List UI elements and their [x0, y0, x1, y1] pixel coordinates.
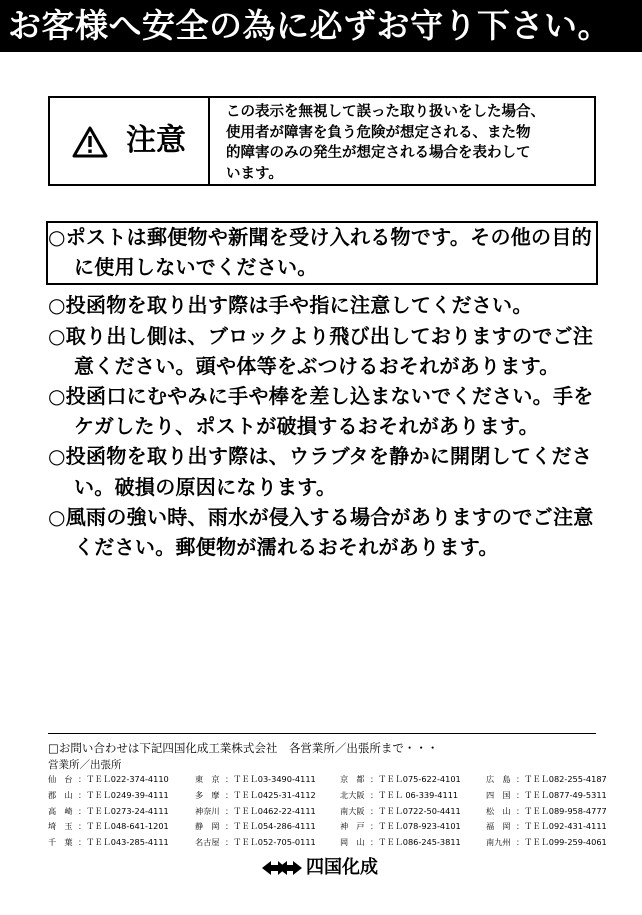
office-name: 多 摩 [195, 789, 220, 800]
office-entry [195, 788, 316, 804]
office-column [340, 772, 461, 851]
contact-intro: □お問い合わせは下記四国化成工業株式会社 各営業所／出張所まで・・・ [48, 741, 439, 755]
office-tel: ：ＴＥＬ054-286-4111 [225, 821, 316, 832]
office-entry [340, 772, 461, 788]
office-entry [340, 835, 461, 851]
office-entry [195, 819, 316, 835]
caution-label: 注意 [126, 123, 186, 158]
caution-label-cell [50, 98, 210, 184]
office-tel: ：ＴＥＬ052-705-0111 [225, 837, 316, 848]
office-name: 神 戸 [340, 821, 365, 832]
office-name: 南大阪 [340, 805, 365, 816]
office-name: 京 都 [340, 774, 365, 784]
office-tel: ：ＴＥＬ 06-339-4111 [370, 789, 459, 800]
office-name: 神奈川 [195, 805, 220, 816]
office-tel: ：ＴＥＬ082-255-4187 [516, 774, 607, 784]
office-name: 福 岡 [486, 821, 511, 832]
office-tel: ：ＴＥＬ099-259-4061 [516, 837, 607, 848]
logo-text: 四国化成 [306, 857, 378, 878]
office-entry [48, 788, 169, 804]
office-name: 四 国 [486, 789, 511, 800]
office-name: 千 葉 [48, 837, 73, 848]
office-name: 高 崎 [48, 805, 73, 816]
notice-item: ○投函口にむやみに手や棒を差し込まないでください。手をケガしたり、ポストが破損するおそれがあります。 [48, 384, 594, 439]
caution-box [48, 96, 596, 186]
caution-line: 的障害のみの発生が想定される場合を表わして [226, 145, 531, 161]
office-column [195, 772, 316, 851]
office-entry [48, 772, 169, 788]
divider [48, 733, 596, 734]
office-tel: ：ＴＥＬ0425-31-4112 [225, 789, 316, 800]
notice-item: ○投函物を取り出す際は手や指に注意してください。 [48, 293, 533, 318]
offices-label: 営業所／出張所 [48, 759, 122, 771]
office-tel: ：ＴＥＬ03-3490-4111 [225, 774, 316, 784]
office-entry [486, 804, 607, 820]
office-column [48, 772, 169, 851]
office-entry [195, 772, 316, 788]
office-name: 仙 台 [48, 774, 73, 784]
office-name: 岡 山 [340, 837, 365, 848]
office-tel: ：ＴＥＬ0722-50-4411 [370, 805, 461, 816]
office-entry [340, 804, 461, 820]
office-tel: ：ＴＥＬ0249-39-4111 [78, 789, 169, 800]
office-name: 松 山 [486, 805, 511, 816]
office-tel: ：ＴＥＬ089-958-4777 [516, 805, 607, 816]
office-entry [195, 835, 316, 851]
office-tel: ：ＴＥＬ092-431-4111 [516, 821, 607, 832]
office-entry [48, 835, 169, 851]
office-entry [195, 804, 316, 820]
office-entry [486, 788, 607, 804]
office-entry [340, 819, 461, 835]
caution-line: この表示を無視して誤った取り扱いをした場合、 [226, 104, 545, 120]
office-entry [486, 772, 607, 788]
office-name: 静 岡 [195, 821, 220, 832]
office-tel: ：ＴＥＬ0273-24-4111 [78, 805, 169, 816]
office-tel: ：ＴＥＬ086-245-3811 [370, 837, 461, 848]
notice-list [48, 222, 608, 562]
office-name: 東 京 [195, 774, 220, 784]
office-name: 名古屋 [195, 837, 220, 848]
notice-item: ○投函物を取り出す際は、ウラブタを静かに開閉してください。破損の原因になります。 [48, 444, 593, 499]
notice-item: ○ポストは郵便物や新聞を受け入れる物です。その他の目的に使用しないでください。 [48, 225, 592, 280]
warning-triangle-icon [72, 126, 108, 158]
office-entry [340, 788, 461, 804]
office-tel: ：ＴＥＬ048-641-1201 [78, 821, 169, 832]
office-entry [48, 804, 169, 820]
office-tel: ：ＴＥＬ075-622-4101 [370, 774, 461, 784]
office-entry [486, 835, 607, 851]
header-banner [0, 0, 642, 52]
office-tel: ：ＴＥＬ0462-22-4111 [225, 805, 316, 816]
office-entry [486, 819, 607, 835]
office-entry [48, 819, 169, 835]
office-tel: ：ＴＥＬ043-285-4111 [78, 837, 169, 848]
office-tel: ：ＴＥＬ078-923-4101 [370, 821, 461, 832]
office-column [486, 772, 607, 851]
office-name: 北大阪 [340, 789, 365, 800]
notice-item: ○取り出し側は、ブロックより飛び出しておりますのでご注意ください。頭や体等をぶつけるおそれがあります。 [48, 323, 594, 378]
office-name: 広 島 [486, 774, 511, 784]
notice-item: ○風雨の強い時、雨水が侵入する場合がありますのでご注意ください。郵便物が濡れるおそれがあります。 [48, 504, 594, 560]
office-tel: ：ＴＥＬ022-374-4110 [78, 774, 169, 784]
office-tel: ：ＴＥＬ0877-49-5311 [516, 789, 607, 800]
caution-description [226, 102, 592, 184]
caution-line: 使用者が障害を負う危険が想定される、また物 [226, 124, 531, 141]
page-title: お客様へ安全の為に必ずお守り下さい。 [8, 6, 611, 45]
shikoku-kasei-logo-mark-icon [262, 861, 302, 875]
office-name: 南九州 [486, 837, 511, 848]
caution-line: います。 [226, 165, 283, 182]
office-name: 郡 山 [48, 789, 73, 800]
office-name: 埼 玉 [48, 821, 73, 832]
